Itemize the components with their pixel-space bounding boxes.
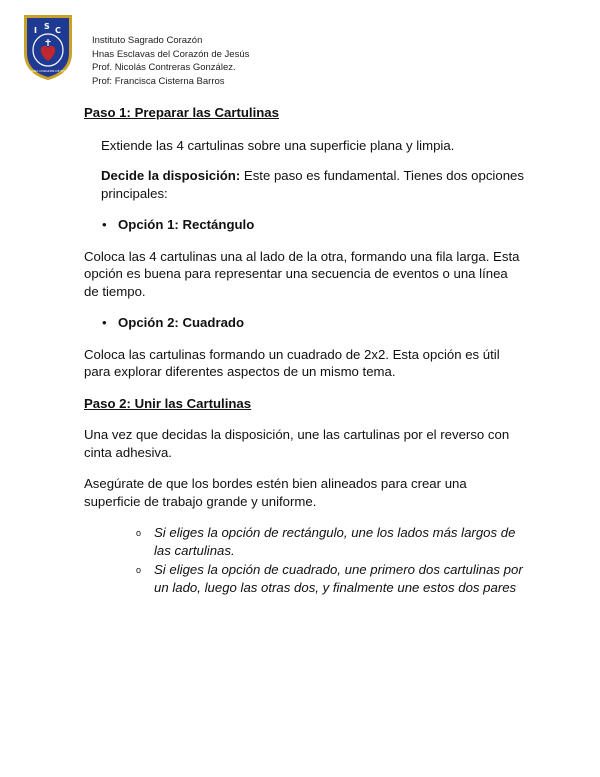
section-2-paragraph-1: Una vez que decidas la disposición, une las cartulinas por el reverso con cinta adhesiva. xyxy=(84,427,510,460)
option-1-text: Coloca las 4 cartulinas una al lado de la otra, formando una fila larga. Esta opción es buena para representar una secuencia de eventos o una línea de tiempo. xyxy=(84,248,520,299)
sub-list-item-square xyxy=(84,561,524,596)
section-1-title: Paso 1: Preparar las Cartulinas xyxy=(84,105,279,120)
header-line-teacher-2: Prof: Francisca Cisterna Barros xyxy=(92,75,225,87)
section-2-paragraph-2: Asegúrate de que los bordes estén bien alineados para crear una superficie de trabajo grande y uniforme. xyxy=(84,476,467,509)
crest-ring-text: REGINA CORAZÓN DE JESÚS xyxy=(26,69,70,73)
option-1-bullet: • Opción 1: Rectángulo xyxy=(84,216,524,234)
header-line-school: Instituto Sagrado Corazón xyxy=(92,35,203,46)
document-body xyxy=(84,100,524,596)
school-header xyxy=(92,34,249,88)
sub-list-item-text: Si eliges la opción de cuadrado, une primero dos cartulinas por un lado, luego las otras dos, y finalmente une estos dos pares xyxy=(154,562,523,595)
crest-letter-i: I xyxy=(34,26,37,35)
disposition-text: Este paso es fundamental. Tienes dos opciones principales: xyxy=(101,168,524,201)
section-1-paragraph-2 xyxy=(84,167,524,202)
circle-bullet-icon: o xyxy=(136,528,142,538)
section-2-title: Paso 2: Unir las Cartulinas xyxy=(84,395,252,411)
sub-list-item-rectangle xyxy=(84,524,524,559)
option-2-bullet: • Opción 2: Cuadrado xyxy=(84,314,524,332)
circle-bullet-icon: o xyxy=(136,565,142,575)
header-line-order: Hnas Esclavas del Corazón de Jesús xyxy=(92,48,250,60)
section-1-paragraph-1: Extiende las 4 cartulinas sobre una superficie plana y limpia. xyxy=(101,137,455,153)
crest-letter-c: C xyxy=(55,26,61,35)
crest-letter-s: S xyxy=(44,22,50,31)
school-crest-logo xyxy=(22,13,74,81)
disposition-label: Decide la disposición: xyxy=(101,168,241,183)
option-2-text: Coloca las cartulinas formando un cuadrado de 2x2. Esta opción es útil para explorar diferentes aspectos de un mismo tema. xyxy=(84,346,500,379)
header-line-teacher-1: Prof. Nicolás Contreras González. xyxy=(92,62,236,73)
sub-list-item-text: Si eliges la opción de rectángulo, une los lados más largos de las cartulinas. xyxy=(154,525,516,558)
